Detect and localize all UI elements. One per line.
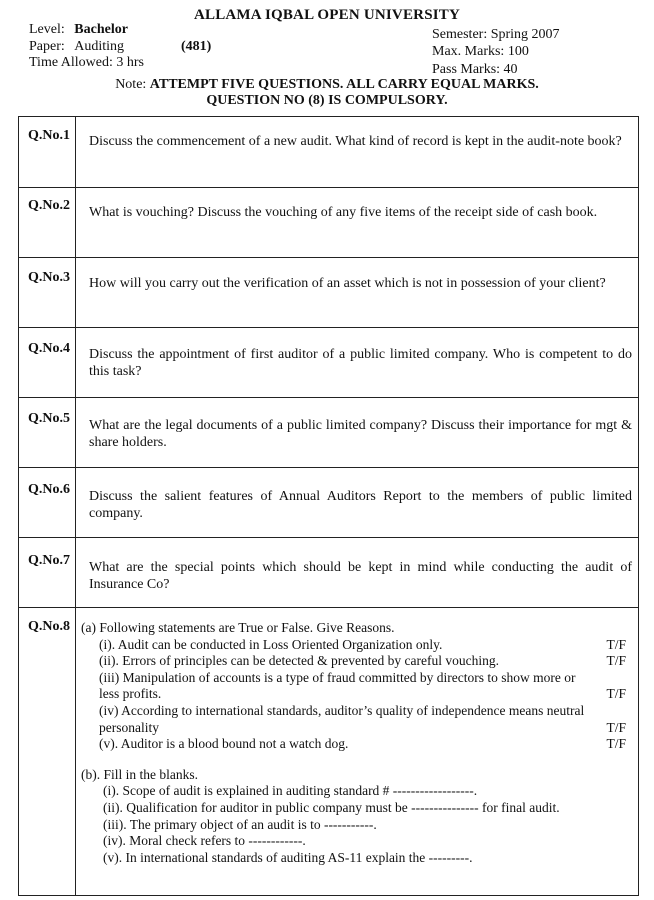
question-8-body [81, 620, 632, 866]
question-number: Q.No.8 [28, 619, 70, 634]
max-marks: Max. Marks: 100 [432, 44, 529, 59]
question-text: What are the special points which should be kept in mind while conducting the audit of Insurance Co? [89, 560, 632, 592]
question-row [19, 328, 638, 398]
fill-blank-item: (i). Scope of audit is explained in auditing standard # ------------------. [103, 783, 478, 799]
question-number: Q.No.5 [28, 411, 70, 426]
tf-statement [99, 653, 632, 670]
paper-label: Paper: [29, 39, 65, 54]
tf-statement [99, 670, 632, 703]
question-text: Discuss the commencement of a new audit. What kind of record is kept in the audit-note book? [89, 134, 622, 149]
tf-statement-text: (ii). Errors of principles can be detected & prevented by careful vouching. [99, 653, 499, 669]
question-number: Q.No.6 [28, 482, 70, 497]
fill-blank-item: (ii). Qualification for auditor in public company must be --------------- for final audit. [103, 799, 560, 815]
level-line [29, 22, 128, 38]
university-title: ALLAMA IQBAL OPEN UNIVERSITY [193, 7, 461, 23]
tf-statement-text: (i). Audit can be conducted in Loss Oriented Organization only. [99, 636, 443, 652]
paper-value: Auditing [74, 39, 125, 54]
note-text: ATTEMPT FIVE QUESTIONS. ALL CARRY EQUAL MARKS. [149, 77, 539, 92]
tf-marker: T/F [606, 736, 626, 752]
question-row-q8 [19, 608, 638, 896]
question-text: How will you carry out the verification of an asset which is not in possession of your client? [89, 276, 606, 291]
note-label: Note: [115, 77, 147, 92]
question-number: Q.No.7 [28, 553, 70, 568]
tf-statement-text: (v). Auditor is a blood bound not a watch dog. [99, 736, 349, 752]
question-number: Q.No.2 [28, 198, 70, 213]
question-row [19, 188, 638, 258]
question-row [19, 468, 638, 538]
note-line [0, 77, 654, 93]
question-row [19, 258, 638, 328]
question-row [19, 398, 638, 468]
tf-statement [99, 703, 632, 736]
question-number: Q.No.3 [28, 270, 70, 285]
tf-marker: T/F [606, 636, 626, 652]
tf-marker: T/F [606, 686, 626, 702]
pass-marks: Pass Marks: 40 [432, 62, 518, 77]
tf-marker: T/F [606, 719, 626, 735]
question-row [19, 117, 638, 188]
question-row [19, 538, 638, 608]
compulsory-note: QUESTION NO (8) IS COMPULSORY. [206, 93, 448, 108]
paper-line [29, 39, 124, 55]
tf-statement [99, 736, 632, 753]
question-text: What is vouching? Discuss the vouching of any five items of the receipt side of cash book. [89, 205, 598, 220]
tf-statement-text: (iv) According to international standards, auditor’s quality of independence means neutral personality [99, 702, 585, 735]
question-text: Discuss the appointment of first auditor of a public limited company. Who is competent to do this task? [89, 347, 632, 379]
tf-statement-text: (iii) Manipulation of accounts is a type of fraud committed by directors to show more or less profits. [99, 669, 576, 702]
question-table [18, 116, 639, 896]
tf-marker: T/F [606, 653, 626, 669]
level-value: Bachelor [74, 22, 128, 37]
semester: Semester: Spring 2007 [432, 27, 560, 42]
fill-blank-item: (iii). The primary object of an audit is to -----------. [103, 816, 377, 832]
question-number: Q.No.1 [28, 128, 70, 143]
time-allowed: Time Allowed: 3 hrs [29, 55, 144, 70]
fill-blank-item: (v). In international standards of auditing AS-11 explain the ---------. [103, 849, 473, 865]
level-label: Level: [29, 22, 65, 37]
part-b-heading: (b). Fill in the blanks. [81, 766, 198, 782]
paper-code: (481) [181, 39, 212, 54]
fill-blank-item: (iv). Moral check refers to ------------. [103, 833, 306, 849]
question-number: Q.No.4 [28, 341, 70, 356]
question-text: Discuss the salient features of Annual Auditors Report to the members of public limited company. [89, 489, 632, 521]
part-a-heading: (a) Following statements are True or False. Give Reasons. [81, 620, 395, 635]
question-text: What are the legal documents of a public limited company? Discuss their importance for mgt & share holders. [89, 418, 632, 450]
tf-statement [99, 637, 632, 654]
